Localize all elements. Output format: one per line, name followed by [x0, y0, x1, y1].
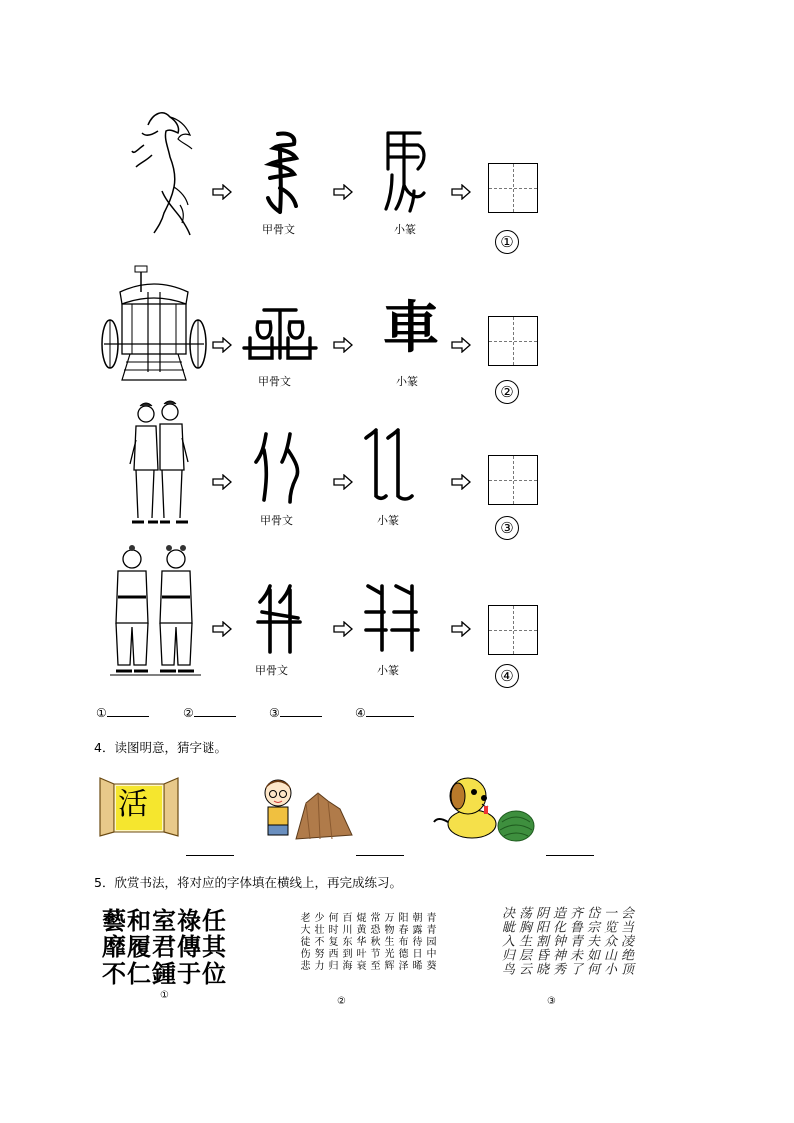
row-number: ② [495, 380, 519, 404]
sample-label: ② [337, 996, 346, 1007]
calligraphy-line: 焜黄华叶衰 [354, 912, 365, 972]
answer-label: ② [183, 706, 194, 720]
writing-grid-box[interactable] [488, 163, 538, 213]
calligraphy-line: 阳春布德泽 [396, 912, 407, 972]
seal-glyph-together [362, 580, 420, 656]
row-number: ③ [495, 516, 519, 540]
seal-glyph-follow [362, 426, 420, 504]
answer-label: ③ [269, 706, 280, 720]
arrow-icon [333, 474, 353, 490]
caption-oracle: 甲骨文 [260, 514, 293, 527]
arrow-icon [333, 337, 353, 353]
answer-3[interactable] [269, 706, 322, 720]
caption-seal: 小篆 [394, 223, 416, 236]
answer-line[interactable] [356, 855, 404, 856]
oracle-glyph-carriage [240, 302, 320, 367]
oracle-glyph-follow [252, 430, 308, 504]
answer-label: ① [96, 706, 107, 720]
calligraphy-line: 万物生光辉 [382, 912, 393, 972]
calligraphy-line: 决眦入归鸟 [499, 906, 514, 976]
arrow-icon [212, 337, 232, 353]
caption-oracle: 甲骨文 [262, 223, 295, 236]
arrow-icon [212, 184, 232, 200]
running-script-block [494, 906, 634, 988]
regular-script-block [272, 912, 436, 984]
answer-4[interactable] [355, 706, 414, 720]
calligraphy-line: 朝露待日晞 [410, 912, 421, 972]
carriage-illustration [100, 262, 208, 387]
seal-glyph-carriage: 車 [383, 295, 439, 361]
oracle-glyph-together [254, 582, 304, 656]
arrow-icon [451, 474, 471, 490]
caption-oracle: 甲骨文 [258, 375, 291, 388]
two-people-illustration [126, 400, 194, 528]
calligraphy-line: 一览众山小 [601, 906, 616, 976]
answer-line[interactable] [186, 855, 234, 856]
row-number: ① [495, 230, 519, 254]
writing-grid-box[interactable] [488, 316, 538, 366]
boy-and-mountain-illustration [260, 773, 360, 843]
calligraphy-line: 何时复西归 [326, 912, 337, 972]
calligraphy-line: 靡履君傳其 [102, 932, 227, 962]
caption-seal: 小篆 [396, 375, 418, 388]
caption-oracle: 甲骨文 [255, 664, 288, 677]
calligraphy-line: 藝和室祿任 [102, 906, 227, 935]
dog-and-watermelon-illustration [428, 772, 540, 846]
calligraphy-line: 少壮不努力 [312, 912, 323, 972]
two-children-illustration [108, 543, 203, 678]
answer-1[interactable] [96, 706, 149, 720]
answer-line[interactable] [546, 855, 594, 856]
question-4-prompt: 4．读图明意，猜字谜。 [94, 740, 227, 755]
sample-label: ③ [547, 996, 556, 1007]
arrow-icon [451, 184, 471, 200]
writing-grid-box[interactable] [488, 455, 538, 505]
calligraphy-line: 齐鲁青未了 [567, 906, 582, 976]
arrow-icon [212, 621, 232, 637]
calligraphy-line: 老大徒伤悲 [298, 912, 309, 972]
caption-seal: 小篆 [377, 664, 399, 677]
calligraphy-line: 青青园中葵 [424, 912, 435, 972]
clerical-script-block [102, 908, 227, 987]
calligraphy-line: 阴阳割昏晓 [533, 906, 548, 976]
writing-grid-box[interactable] [488, 605, 538, 655]
row-number: ④ [495, 664, 519, 688]
calligraphy-line: 岱宗夫如何 [584, 906, 599, 976]
calligraphy-line: 造化钟神秀 [550, 906, 565, 976]
answer-label: ④ [355, 706, 366, 720]
sample-label: ① [160, 990, 169, 1001]
calligraphy-line: 不仁鍾于位 [102, 958, 227, 988]
door-character: 活 [118, 787, 148, 822]
seal-glyph-horse [378, 125, 438, 215]
answer-2[interactable] [183, 706, 236, 720]
question-5-prompt: 5．欣赏书法，将对应的字体填在横线上，再完成练习。 [94, 875, 402, 890]
calligraphy-line: 会当凌绝顶 [618, 906, 633, 976]
calligraphy-line: 常恐秋节至 [368, 912, 379, 972]
oracle-glyph-horse [258, 128, 308, 218]
arrow-icon [333, 621, 353, 637]
caption-seal: 小篆 [377, 514, 399, 527]
calligraphy-line: 百川东到海 [340, 912, 351, 972]
calligraphy-line: 荡胸生层云 [516, 906, 531, 976]
horse-illustration [118, 105, 198, 240]
arrow-icon [451, 337, 471, 353]
arrow-icon [212, 474, 232, 490]
arrow-icon [451, 621, 471, 637]
arrow-icon [333, 184, 353, 200]
